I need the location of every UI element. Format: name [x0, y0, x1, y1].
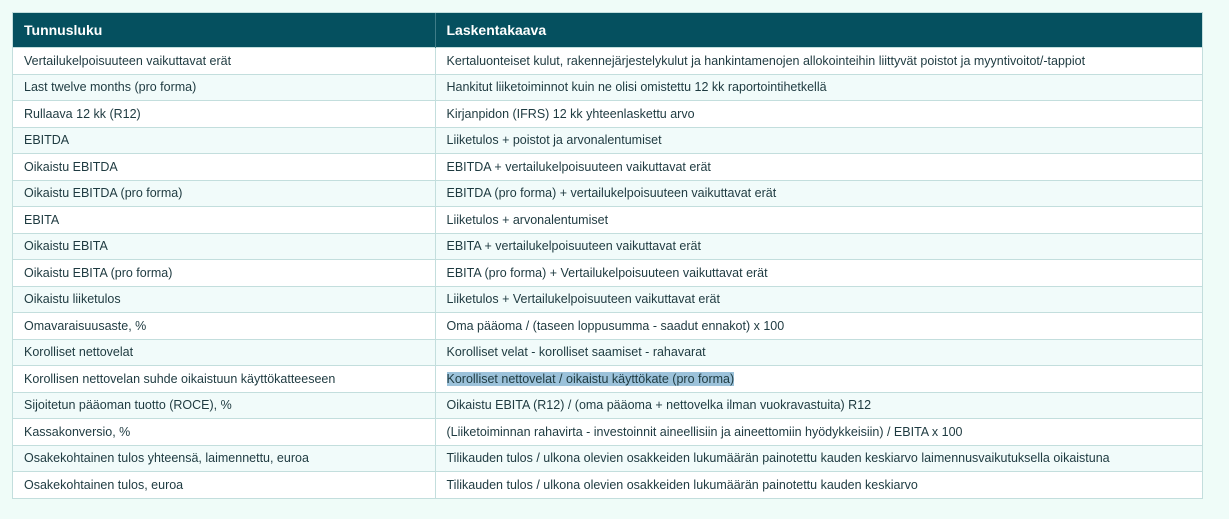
cell-tunnusluku: Omavaraisuusaste, % — [13, 313, 435, 340]
kpi-table — [13, 13, 1202, 498]
cell-tunnusluku: EBITDA — [13, 127, 435, 154]
cell-tunnusluku: Korolliset nettovelat — [13, 339, 435, 366]
cell-tunnusluku: Oikaistu EBITDA (pro forma) — [13, 180, 435, 207]
cell-tunnusluku: Oikaistu EBITDA — [13, 154, 435, 181]
header-row — [13, 13, 1202, 48]
cell-laskentakaava: Liiketulos + arvonalentumiset — [435, 207, 1202, 234]
table-row — [13, 74, 1202, 101]
cell-laskentakaava: EBITA + vertailukelpoisuuteen vaikuttavat erät — [435, 233, 1202, 260]
cell-laskentakaava: Tilikauden tulos / ulkona olevien osakkeiden lukumäärän painotettu kauden keskiarvo — [435, 472, 1202, 498]
cell-tunnusluku: Osakekohtainen tulos, euroa — [13, 472, 435, 498]
cell-laskentakaava: Kirjanpidon (IFRS) 12 kk yhteenlaskettu arvo — [435, 101, 1202, 128]
cell-laskentakaava: EBITA (pro forma) + Vertailukelpoisuuteen vaikuttavat erät — [435, 260, 1202, 287]
cell-laskentakaava: Liiketulos + Vertailukelpoisuuteen vaikuttavat erät — [435, 286, 1202, 313]
cell-tunnusluku: Osakekohtainen tulos yhteensä, laimennettu, euroa — [13, 445, 435, 472]
cell-laskentakaava: Hankitut liiketoiminnot kuin ne olisi omistettu 12 kk raportointihetkellä — [435, 74, 1202, 101]
cell-laskentakaava: (Liiketoiminnan rahavirta - investoinnit aineellisiin ja aineettomiin hyödykkeisiin) / EBITA x 100 — [435, 419, 1202, 446]
cell-tunnusluku: Oikaistu liiketulos — [13, 286, 435, 313]
cell-laskentakaava: Oikaistu EBITA (R12) / (oma pääoma + nettovelka ilman vuokravastuita) R12 — [435, 392, 1202, 419]
table-row — [13, 207, 1202, 234]
table-row — [13, 180, 1202, 207]
cell-tunnusluku: Last twelve months (pro forma) — [13, 74, 435, 101]
table-row — [13, 48, 1202, 75]
table-row — [13, 154, 1202, 181]
table-row — [13, 472, 1202, 498]
cell-laskentakaava: Kertaluonteiset kulut, rakennejärjestelykulut ja hankintamenojen allokointeihin liittyvät poistot ja myyntivoitot/-tappiot — [435, 48, 1202, 75]
cell-tunnusluku: Kassakonversio, % — [13, 419, 435, 446]
cell-laskentakaava: Liiketulos + poistot ja arvonalentumiset — [435, 127, 1202, 154]
cell-laskentakaava: EBITDA + vertailukelpoisuuteen vaikuttavat erät — [435, 154, 1202, 181]
table-row — [13, 286, 1202, 313]
kpi-formula-table — [12, 12, 1203, 499]
table-header — [13, 13, 1202, 48]
cell-tunnusluku: Rullaava 12 kk (R12) — [13, 101, 435, 128]
cell-laskentakaava: Korolliset velat - korolliset saamiset - rahavarat — [435, 339, 1202, 366]
cell-tunnusluku: Oikaistu EBITA — [13, 233, 435, 260]
table-row — [13, 233, 1202, 260]
cell-tunnusluku: Sijoitetun pääoman tuotto (ROCE), % — [13, 392, 435, 419]
cell-tunnusluku: Oikaistu EBITA (pro forma) — [13, 260, 435, 287]
header-laskentakaava: Laskentakaava — [435, 13, 1202, 48]
selected-text[interactable]: Korolliset nettovelat / oikaistu käyttökate (pro forma) — [446, 371, 735, 386]
table-row — [13, 339, 1202, 366]
table-row — [13, 445, 1202, 472]
table-row — [13, 127, 1202, 154]
table-row — [13, 260, 1202, 287]
cell-tunnusluku: EBITA — [13, 207, 435, 234]
table-row — [13, 101, 1202, 128]
table-row — [13, 313, 1202, 340]
cell-tunnusluku: Vertailukelpoisuuteen vaikuttavat erät — [13, 48, 435, 75]
cell-laskentakaava: Tilikauden tulos / ulkona olevien osakkeiden lukumäärän painotettu kauden keskiarvo laimennusvaikutuksella oikaistuna — [435, 445, 1202, 472]
table-row — [13, 419, 1202, 446]
header-tunnusluku: Tunnusluku — [13, 13, 435, 48]
table-row — [13, 392, 1202, 419]
cell-tunnusluku: Korollisen nettovelan suhde oikaistuun käyttökatteeseen — [13, 366, 435, 393]
cell-laskentakaava: EBITDA (pro forma) + vertailukelpoisuuteen vaikuttavat erät — [435, 180, 1202, 207]
cell-laskentakaava — [435, 366, 1202, 393]
table-row — [13, 366, 1202, 393]
cell-laskentakaava: Oma pääoma / (taseen loppusumma - saadut ennakot) x 100 — [435, 313, 1202, 340]
table-body — [13, 48, 1202, 498]
